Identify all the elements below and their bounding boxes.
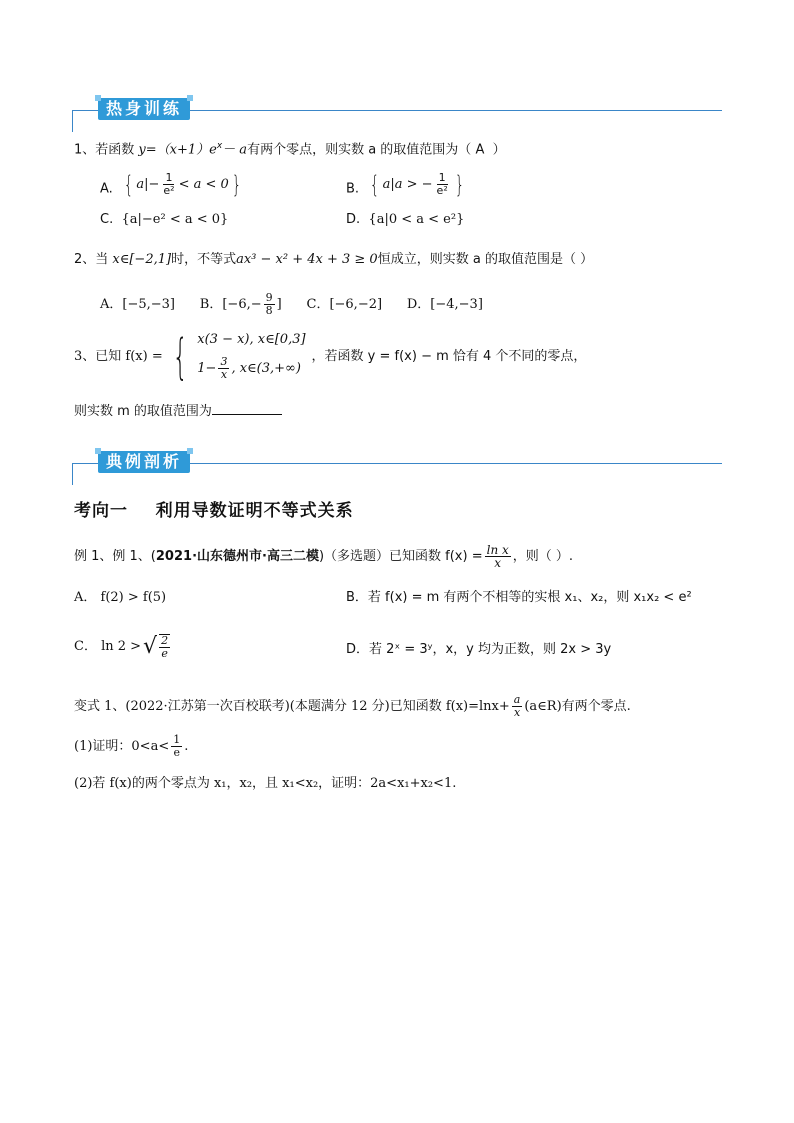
option-text: {a|0 < a < e²} xyxy=(368,212,465,227)
q2-prefix: 2、当 xyxy=(74,252,113,267)
option-text: B．[−6,− xyxy=(199,297,262,312)
q1-option-d xyxy=(346,212,464,228)
q1-func: y=（x+1）e xyxy=(138,142,217,158)
q3-line2 xyxy=(74,402,282,420)
set-tail: < a < 0 xyxy=(178,176,229,192)
frac-num: a xyxy=(513,693,521,706)
q2-cond: x∈[−2,1] xyxy=(112,252,172,267)
frac-den: x xyxy=(220,368,228,381)
q1-suffix: 有两个零点，则实数 a 的取值范围为（ xyxy=(247,142,472,158)
var1-part1 xyxy=(74,734,188,759)
frac-num: 2 xyxy=(161,634,169,647)
var1-frac xyxy=(512,694,523,719)
frac-den: e xyxy=(161,647,168,660)
q2-ineq: ax³ − x² + 4x + 3 ≥ 0 xyxy=(236,252,378,267)
frac-num: 1 xyxy=(438,171,446,184)
option-text: C． ln 2 > xyxy=(74,639,142,654)
var1-prefix: 变式 1、(2022·江苏第一次百校联考)(本题满分 12 分)已知函数 f(x)=lnx+ xyxy=(74,698,510,714)
option-label: A. xyxy=(100,181,113,197)
q3-case-1: x(3 − x), x∈[0,3] xyxy=(197,332,306,347)
q2-mid: 时，不等式 xyxy=(171,252,237,267)
q1-close: ） xyxy=(492,142,506,158)
q3-stem xyxy=(74,328,587,385)
frac-num: 3 xyxy=(220,355,228,368)
ex1-prefix: 例 1、例 1、( xyxy=(74,548,156,564)
q2-option-a: A．[−5,−3] xyxy=(100,297,175,312)
section-tick xyxy=(72,463,73,485)
ex1-suffix: ，则（ ）. xyxy=(512,548,574,564)
section-badge-warmup xyxy=(98,98,190,120)
frac-den: e² xyxy=(436,184,448,197)
ex1-frac xyxy=(485,544,511,569)
frac-num: 1 xyxy=(165,171,173,184)
var1-suffix: (a∈R)有两个零点. xyxy=(524,698,631,714)
q1-option-b: B. { a|a > − $\frac{1}{\text{e²}}$ } xyxy=(346,170,464,199)
set-body: a|a > − xyxy=(382,176,433,192)
q3-line2-text: 则实数 m 的取值范围为 xyxy=(74,404,212,419)
option-label: C. xyxy=(100,212,114,227)
q2-stem xyxy=(74,252,593,268)
q1-option-c xyxy=(100,212,228,228)
q3-suffix: ，若函数 y = f(x) − m 恰有 4 个不同的零点， xyxy=(311,348,587,364)
section-title: 典例剖析 xyxy=(106,452,183,471)
ex1-option-d: D．若 2ˣ = 3ʸ，x，y 均为正数，则 2x > 3y xyxy=(346,642,612,657)
q1-prefix: 1、若函数 xyxy=(74,142,139,158)
frac-den: x xyxy=(513,706,521,719)
sqrt-frac xyxy=(159,634,170,660)
direction-heading: 考向一 利用导数证明不等式关系 xyxy=(74,501,354,521)
option-text: ] xyxy=(276,297,282,312)
ex1-option-c xyxy=(74,634,172,660)
section-title: 热身训练 xyxy=(106,99,183,118)
q2-suffix: 恒成立，则实数 a 的取值范围是（ ） xyxy=(377,252,594,267)
q1-exp: x xyxy=(216,141,223,151)
q3-case-2 xyxy=(197,356,305,381)
frac-den: x xyxy=(494,556,502,570)
frac-num: 1 xyxy=(173,733,181,746)
case-text: 1− xyxy=(197,361,217,376)
ex1-option-b: B．若 f(x) = m 有两个不相等的实根 x₁、x₂，则 x₁x₂ < e² xyxy=(346,590,692,605)
frac-den: e² xyxy=(163,184,175,197)
ex1-mid: )（多选题）已知函数 f(x) = xyxy=(318,548,483,564)
part1-text: (1)证明：0<a< xyxy=(74,738,170,754)
q1-option-a: A. { a|− $\frac{1}{\text{e²}}$ < a < 0 } xyxy=(100,170,242,199)
q2-option-c: C．[−6,−2] xyxy=(306,297,383,312)
sqrt-sign: √ xyxy=(143,634,158,659)
section-badge-examples xyxy=(98,451,190,473)
part1-end: . xyxy=(184,738,189,754)
answer-blank xyxy=(212,402,282,415)
var1-stem xyxy=(74,694,631,719)
ex1-source: 2021·山东德州市·高三二模 xyxy=(155,548,319,564)
case-text: , x∈(3,+∞) xyxy=(231,361,301,376)
section-tick xyxy=(72,110,73,132)
q1-answer: A xyxy=(475,142,485,158)
q2-option-d: D．[−4,−3] xyxy=(406,297,483,312)
q1-stem xyxy=(74,138,506,158)
part1-frac xyxy=(171,734,182,759)
var1-part2: (2)若 f(x)的两个零点为 x₁，x₂，且 x₁<x₂，证明：2a<x₁+x₂<1. xyxy=(74,776,457,791)
piecewise-brace: { xyxy=(172,328,188,385)
q3-prefix: 3、已知 f(x) = xyxy=(74,348,163,364)
option-label: B. xyxy=(346,181,360,197)
q2-option-b xyxy=(199,291,282,317)
q1-func-tail: － a xyxy=(222,142,248,158)
set-body: a|− xyxy=(136,176,160,192)
frac-num: ln x xyxy=(486,543,509,557)
ex1-option-a: A． f(2) > f(5) xyxy=(74,590,167,605)
q2-options xyxy=(100,292,483,317)
frac-num: 9 xyxy=(265,291,273,304)
option-label: D. xyxy=(346,212,361,227)
frac-den: e xyxy=(173,746,180,759)
piecewise-cases xyxy=(197,332,305,381)
option-text: {a|−e² < a < 0} xyxy=(121,212,229,227)
frac-den: 8 xyxy=(265,304,273,317)
ex1-stem xyxy=(74,544,573,569)
